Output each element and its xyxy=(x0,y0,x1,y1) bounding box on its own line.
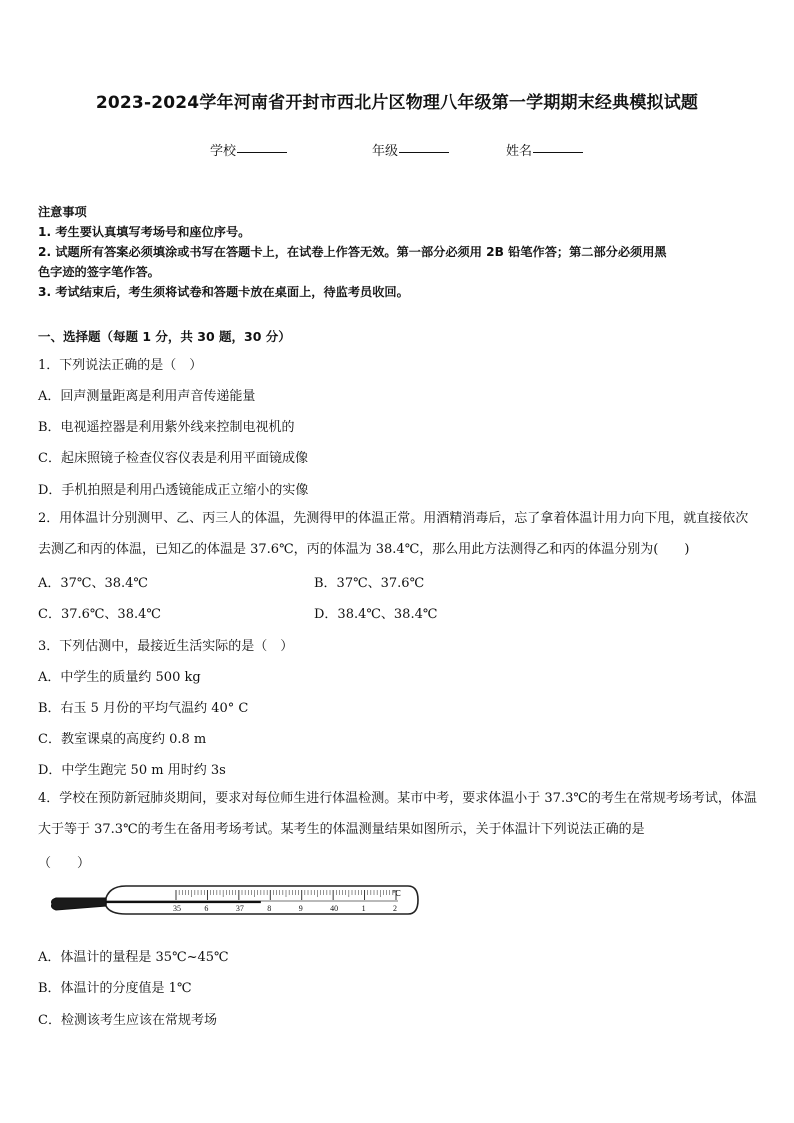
school-label: 学校 xyxy=(210,144,237,159)
question-3-option-d[interactable]: D．中学生跑完 50 m 用时约 3s xyxy=(38,763,226,778)
thermometer-scale-label: 37 xyxy=(235,904,244,913)
thermometer-bulb xyxy=(52,898,107,910)
question-2-option-c[interactable]: C．37.6℃、38.4℃ xyxy=(38,607,161,622)
question-2-option-d[interactable]: D．38.4℃、38.4℃ xyxy=(314,607,438,622)
question-4-option-a[interactable]: A．体温计的量程是 35℃~45℃ xyxy=(38,950,229,965)
thermometer-scale-label: 8 xyxy=(267,904,272,913)
name-field[interactable] xyxy=(506,140,583,159)
thermometer-unit: ℃ xyxy=(392,889,401,898)
section-title: 一、选择题（每题 1 分，共 30 题，30 分） xyxy=(38,329,291,344)
school-blank[interactable] xyxy=(237,152,287,153)
thermometer-figure xyxy=(48,880,420,930)
grade-blank[interactable] xyxy=(399,152,449,153)
notice-item: 3. 考试结束后，考生须将试卷和答题卡放在桌面上，待监考员收回。 xyxy=(38,285,409,299)
question-1-stem: 1．下列说法正确的是（ ） xyxy=(38,358,203,373)
question-4-stem: 4．学校在预防新冠肺炎期间，要求对每位师生进行体温检测。某市中考，要求体温小于 37.3℃的考生在常规考场考试，体温大于等于 37.3℃的考生在备用考场考试。某考生的体温测量结果如图所示，关于体温计下列说法正确的是 xyxy=(38,791,757,837)
question-2-stem: 2．用体温计分别测甲、乙、丙三人的体温，先测得甲的体温正常。用酒精消毒后，忘了拿着体温计用力向下甩，就直接依次去测乙和丙的体温，已知乙的体温是 37.6℃，丙的体温为 38.4℃，那么用此方法测得乙和丙的体温分别为( ) xyxy=(38,511,749,557)
grade-label: 年级 xyxy=(372,144,399,159)
name-blank[interactable] xyxy=(533,152,583,153)
question-1-option-a[interactable]: A．回声测量距离是利用声音传递能量 xyxy=(38,389,256,404)
question-3-option-b[interactable]: B．右玉 5 月份的平均气温约 40° C xyxy=(38,701,249,716)
question-3-stem: 3．下列估测中，最接近生活实际的是（ ） xyxy=(38,639,294,654)
question-4-stem-end: （ ） xyxy=(38,856,91,871)
notice-block xyxy=(38,202,758,302)
notice-item: 色字迹的签字笔作答。 xyxy=(38,265,160,279)
thermometer-scale-label: 6 xyxy=(204,904,209,913)
school-field[interactable] xyxy=(210,140,287,159)
question-2-option-a[interactable]: A．37℃、38.4℃ xyxy=(38,576,148,591)
thermometer-scale-label: 40 xyxy=(330,904,339,913)
page-title: 2023-2024学年河南省开封市西北片区物理八年级第一学期期末经典模拟试题 xyxy=(95,93,699,113)
notice-item: 2. 试题所有答案必须填涂或书写在答题卡上，在试卷上作答无效。第一部分必须用 2B 铅笔作答；第二部分必须用黑 xyxy=(38,245,667,259)
question-1-option-c[interactable]: C．起床照镜子检查仪容仪表是利用平面镜成像 xyxy=(38,451,308,466)
thermometer-scale-label: 2 xyxy=(393,904,397,913)
thermometer-glass xyxy=(106,886,418,914)
question-3-option-c[interactable]: C．教室课桌的高度约 0.8 m xyxy=(38,732,207,747)
question-4-option-b[interactable]: B．体温计的分度值是 1℃ xyxy=(38,981,192,996)
notice-item: 1. 考生要认真填写考场号和座位序号。 xyxy=(38,225,251,239)
grade-field[interactable] xyxy=(372,140,449,159)
question-2-option-b[interactable]: B．37℃、37.6℃ xyxy=(314,576,425,591)
question-4-option-c[interactable]: C．检测该考生应该在常规考场 xyxy=(38,1013,217,1028)
question-1-option-d[interactable]: D．手机拍照是利用凸透镜能成正立缩小的实像 xyxy=(38,483,309,498)
notice-heading: 注意事项 xyxy=(38,205,87,219)
name-label: 姓名 xyxy=(506,144,533,159)
thermometer-scale-label: 1 xyxy=(361,904,366,913)
thermometer-scale-label: 35 xyxy=(173,904,181,913)
question-3-option-a[interactable]: A．中学生的质量约 500 kg xyxy=(38,670,201,685)
thermometer-scale-label: 9 xyxy=(298,904,303,913)
question-1-option-b[interactable]: B．电视遥控器是利用紫外线来控制电视机的 xyxy=(38,420,295,435)
